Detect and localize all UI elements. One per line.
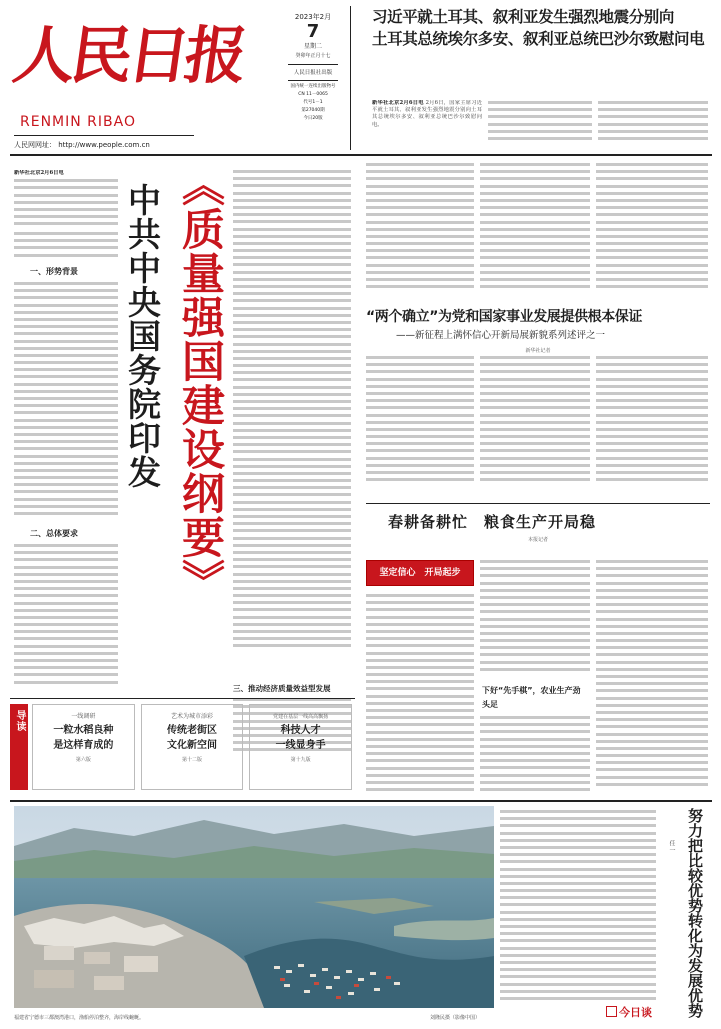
feature-subtitle: ——新征程上满怀信心开新局展新貌系列述评之一	[396, 330, 606, 341]
guide-item-talent[interactable]	[249, 704, 352, 790]
right-col-text-a	[366, 163, 474, 298]
url-link[interactable]: http://www.people.com.cn	[58, 141, 150, 149]
date-lunar: 癸卯年正月十七	[295, 53, 331, 59]
guide-title-line1: 科技人才	[280, 725, 321, 736]
harbor-photo	[14, 806, 494, 1008]
guide-page: 第十九版	[290, 757, 311, 763]
spring-byline: 本报记者	[527, 537, 548, 543]
mid-col-text-a	[233, 170, 351, 670]
page-count: 今日20版	[303, 116, 323, 121]
lead-headline-line1: 习近平就土耳其、叙利亚发生强烈地震分别向	[372, 8, 675, 26]
photo-caption-text: 福建省宁德市三都澳湾港口，渔船停泊整齐，海岸线蜿蜒。	[14, 1015, 145, 1021]
photo-credit: 刘隆民摄（影像中国）	[430, 1015, 481, 1021]
guide-items	[32, 704, 352, 790]
left-col-text-c	[14, 544, 118, 694]
section-heading-quality: 三、推动经济质量效益型发展	[233, 684, 331, 693]
commentary-label	[606, 1004, 652, 1020]
photo-caption	[14, 1012, 414, 1024]
date-block	[282, 12, 344, 152]
guide-page: 第十二版	[182, 757, 203, 763]
spring-label-box	[366, 560, 474, 586]
commentary-title[interactable]: 努力把比较优势转化为发展优势	[686, 808, 704, 1018]
masthead-romanized: RENMIN RIBAO	[20, 114, 136, 130]
vertical-headline-title: 《质量强国建设纲要》	[175, 163, 225, 603]
spring-subheading: 下好“先手棋”，农业生产劲头足	[482, 686, 581, 709]
right-col-text-c	[596, 163, 708, 298]
left-dateline: 新华社北京2月6日电	[14, 170, 64, 176]
feature-article[interactable]	[366, 306, 710, 356]
vertical-headline-issuer: 中共中央国务院印发	[123, 183, 162, 489]
lead-headline-line2: 土耳其总统埃尔多安、叙利亚总统巴沙尔致慰问电	[372, 30, 705, 48]
spring-label: 坚定信心 开局起步	[379, 568, 461, 578]
guide-title-line1: 一粒水稻良种	[53, 725, 114, 736]
guide-title-line2: 一线显身手	[275, 740, 326, 751]
left-col-text-a	[14, 232, 118, 262]
commentary-label-text: 今日谈	[619, 1006, 652, 1019]
masthead	[8, 10, 272, 160]
code: 代号1－1	[303, 100, 323, 105]
guide-title-line1: 传统老街区	[167, 725, 217, 736]
guide-title-line2: 文化新空间	[167, 740, 217, 751]
spring-text-c	[480, 716, 590, 800]
issn: 国内统一连续出版物号	[290, 84, 336, 89]
date-year-month: 2023年2月	[294, 13, 332, 21]
spring-title: 春耕备耕忙 粮食生产开局稳	[388, 513, 597, 531]
guide-item-rice[interactable]	[32, 704, 135, 790]
newspaper-logo: 人民日报	[8, 19, 248, 92]
lead-article-text-2	[598, 101, 708, 147]
commentary-text	[500, 810, 656, 1010]
publisher: 人民日报社出版	[293, 70, 333, 76]
spring-article[interactable]	[366, 508, 710, 544]
lead-article-body	[372, 100, 482, 148]
url-label: 人民网网址：	[14, 141, 56, 149]
harbor-photo-image	[14, 806, 494, 1008]
website-line	[14, 140, 150, 150]
spring-text-d	[596, 560, 708, 800]
lead-paragraph: 2月6日，国家主席习近平就土耳其、叙利亚发生强烈地震分别向土耳其总统埃尔多安、叙利亚总统巴沙尔致慰问电。	[372, 100, 482, 128]
right-col-text-b	[480, 163, 590, 298]
section-heading-situation: 一、形势背景	[30, 267, 78, 276]
guide-page: 第六版	[75, 757, 91, 763]
guide-kicker: 党建在基层一线高高飘扬	[273, 714, 329, 720]
date-day: 7	[306, 21, 320, 42]
guide-title-line2: 是这样育成的	[53, 740, 114, 751]
vertical-headline[interactable]	[120, 163, 230, 688]
spring-text-a	[366, 594, 474, 800]
guide-kicker: 艺术为城市添彩	[171, 713, 214, 720]
lead-article-text	[488, 101, 592, 147]
guide-item-street[interactable]	[141, 704, 244, 790]
cn-number: CN 11－0065	[298, 92, 328, 97]
commentary-author: 任一	[668, 840, 675, 854]
guide-kicker: 一线调研	[71, 713, 96, 720]
feature-text-b	[480, 356, 590, 492]
section-heading-general: 二、总体要求	[30, 529, 78, 538]
feature-byline: 新华社记者	[525, 348, 551, 354]
left-col-intro	[14, 170, 118, 230]
spring-text-b	[480, 560, 590, 678]
date-weekday: 星期二	[303, 43, 322, 50]
commentary-label-icon	[606, 1006, 617, 1017]
lead-dateline: 新华社北京2月6日电	[372, 100, 424, 106]
feature-text-a	[366, 356, 474, 492]
guide-label: 导读	[14, 710, 25, 732]
lead-headline[interactable]	[372, 6, 712, 50]
left-col-text-b	[14, 282, 118, 522]
feature-title: “两个确立”为党和国家事业发展提供根本保证	[366, 309, 643, 325]
feature-text-c	[596, 356, 708, 492]
issue-number: 第27040期	[301, 108, 325, 113]
guide-label-box	[10, 704, 28, 790]
